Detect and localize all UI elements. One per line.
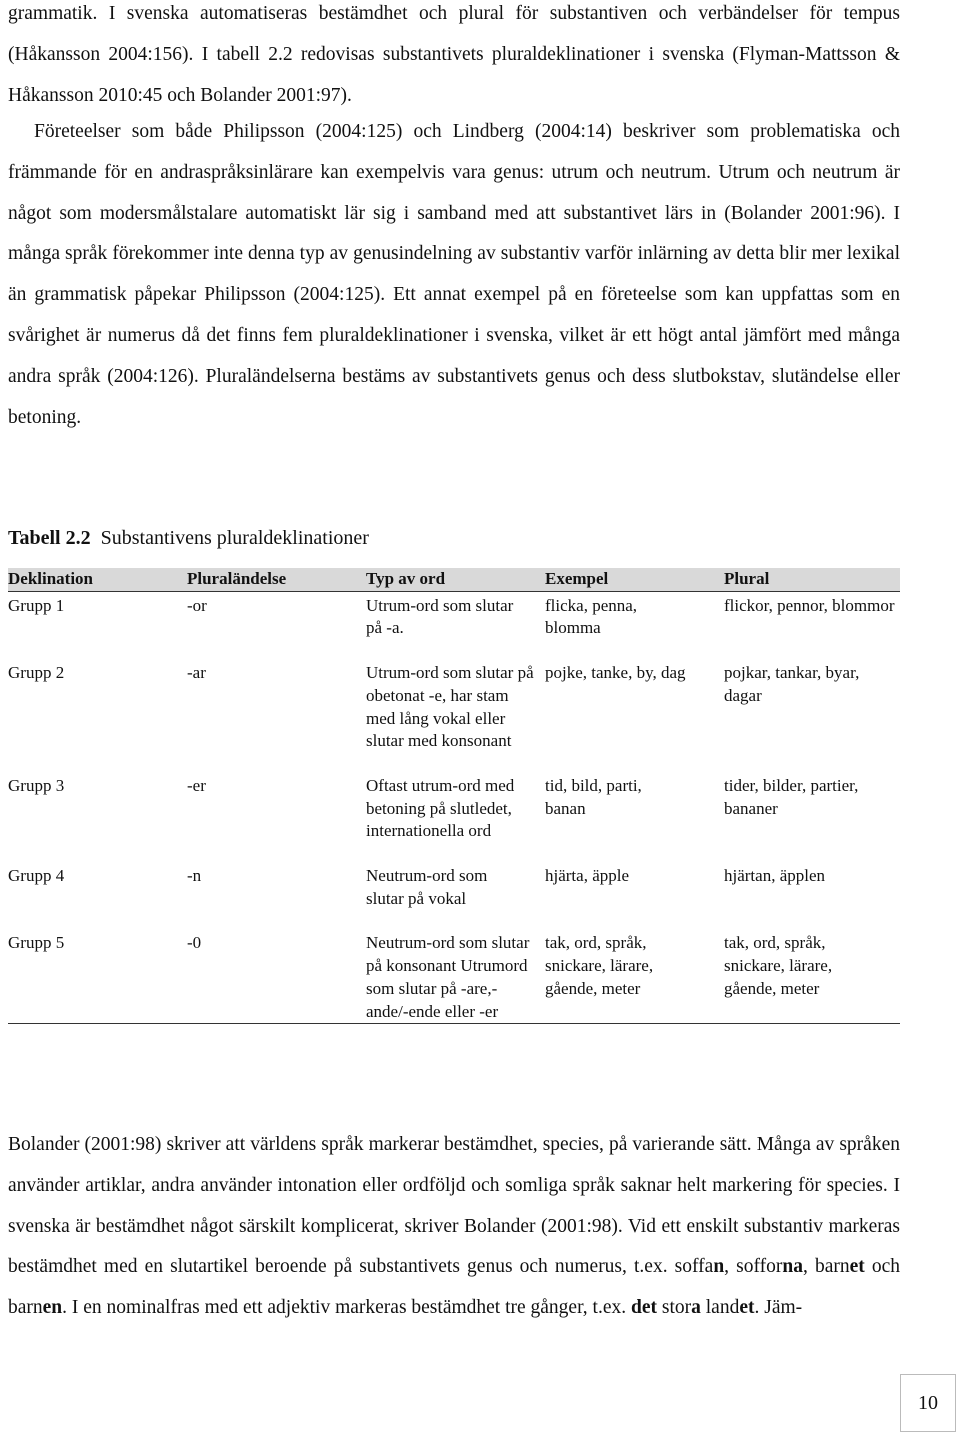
paragraph-problems: Företeelser som både Philipsson (2004:125) och Lindberg (2004:14) beskriver som problematiska och främmande för en andraspråksinlärare kan exempelvis vara genus: utrum och neutrum. Utrum och neutrum är något som modersmålstalare automatiskt lär sig i samband med att substantivet lärs in (Bolander 2001:96). I många språk förekommer inte denna typ av genusindelning av substantiv varför inlärning av detta blir mer lexikal än grammatisk påpekar Philipsson (2004:125). Ett annat exempel på en företeelse som kan uppfattas som en svårighet är numerus då det finns fem pluraldeklinationer i svenska, vilket är ett högt antal jämfört med många andra språk (2004:126). Pluraländelserna bestäms av substantivets genus och dess slutbokstav, slutändelse eller betoning. bbox=[8, 121, 900, 428]
cell-exempel: flicka, penna, blomma bbox=[545, 595, 638, 638]
table-caption-label: Tabell 2.2 bbox=[8, 527, 91, 549]
example-stem: soffa bbox=[674, 1256, 714, 1278]
cell-exempel: tid, bild, parti, banan bbox=[545, 775, 642, 818]
cell-plural: tak, ord, språk, snickare, lärare, gående, meter bbox=[724, 932, 900, 1023]
table-row bbox=[8, 775, 900, 865]
cell-pluralandelse: -or bbox=[187, 595, 207, 615]
example-stora bbox=[662, 1297, 701, 1318]
example-ending: et bbox=[849, 1256, 865, 1278]
example-stem: land bbox=[705, 1297, 740, 1319]
species-text-1: Bolander (2001:98) skriver att världens språk markerar bestämdhet, species, på varierande sätt. Många av språken använder artiklar, andra använder intonation eller ordföljd och somliga språk saknar helt markering för species. I svenska är bestämdhet något särskilt komplicerat, skriver Bolander (2001:98). Vid ett enskilt substantiv markeras bestämdhet med en slutartikel beroende på substantivets genus och numerus, t.ex. bbox=[8, 1134, 900, 1278]
cell-typ-av-ord: Utrum-ord som slutar på obetonat -e, har stam med lång vokal eller slutar med konsonant bbox=[366, 663, 534, 751]
example-landet bbox=[706, 1297, 755, 1318]
header-deklination: Deklination bbox=[8, 568, 187, 591]
example-ending: et bbox=[739, 1297, 755, 1319]
cell-deklination: Grupp 3 bbox=[8, 775, 65, 795]
cell-exempel: pojke, tanke, by, dag bbox=[545, 663, 686, 683]
example-ending: en bbox=[42, 1297, 63, 1319]
cell-deklination: Grupp 5 bbox=[8, 932, 187, 1023]
cell-plural: pojkar, tankar, byar, dagar bbox=[724, 663, 860, 705]
cell-typ-av-ord: Oftast utrum-ord med betoning på slutledet, internationella ord bbox=[366, 775, 515, 841]
cell-pluralandelse: -ar bbox=[187, 663, 206, 683]
table-row bbox=[8, 932, 900, 1023]
header-exempel: Exempel bbox=[545, 568, 724, 591]
page-number: 10 bbox=[900, 1374, 956, 1432]
paragraph-intro: grammatik. I svenska automatiseras bestämdhet och plural för substantiven och verbändelser för tempus (Håkansson 2004:156). I tabell 2.2 redovisas substantivets pluraldeklinationer i svenska (Flyman-Mattsson & Håkansson 2010:45 och Bolander 2001:97). bbox=[8, 3, 900, 106]
header-plural: Plural bbox=[724, 568, 900, 591]
cell-typ-av-ord: Neutrum-ord som slutar på konsonant Utrumord som slutar på -are,- ande/-ende eller -er bbox=[366, 932, 545, 1023]
example-barnen bbox=[8, 1297, 62, 1318]
example-ending: n bbox=[713, 1256, 725, 1278]
species-text-3: . Jäm- bbox=[754, 1297, 803, 1319]
example-stem: barn bbox=[814, 1256, 850, 1278]
table-row bbox=[8, 591, 900, 662]
declension-table bbox=[8, 568, 900, 1024]
cell-deklination: Grupp 4 bbox=[8, 866, 65, 886]
table-header-row bbox=[8, 568, 900, 591]
cell-pluralandelse: -er bbox=[187, 775, 206, 795]
cell-plural: hjärtan, äpplen bbox=[724, 866, 826, 886]
cell-exempel: hjärta, äpple bbox=[545, 866, 630, 886]
cell-typ-av-ord: Utrum-ord som slutar på -a. bbox=[366, 595, 514, 638]
cell-pluralandelse: -0 bbox=[187, 932, 366, 1023]
cell-pluralandelse: -n bbox=[187, 866, 202, 886]
table-row bbox=[8, 662, 900, 775]
cell-plural: flickor, pennor, blommor bbox=[724, 595, 895, 615]
table-caption bbox=[8, 527, 369, 550]
example-det: det bbox=[631, 1297, 657, 1319]
paragraph-species: Bolander (2001:98) skriver att världens språk markerar bestämdhet, species, på varierande sätt. Många av språken använder artiklar, andra använder intonation eller ordföljd och somliga språk saknar helt markering för species. I svenska är bestämdhet något särskilt komplicerat, skriver Bolander (2001:98). Vid ett enskilt substantiv markeras bestämdhet med en slutartikel beroende på substantivets genus och numerus, t.ex. soffan, sofforna, barnet och barnen. I en nominalfras med ett adjektiv markeras bestämdhet tre gånger, t.ex. det stora landet. Jäm- bbox=[8, 1134, 900, 1319]
header-pluralandelse: Pluraländelse bbox=[187, 568, 366, 591]
header-typ-av-ord: Typ av ord bbox=[366, 568, 545, 591]
example-ending: na bbox=[782, 1256, 803, 1278]
example-sofforna bbox=[736, 1256, 803, 1277]
example-stem: barn bbox=[8, 1297, 43, 1319]
cell-exempel: tak, ord, språk, snickare, lärare, gående, meter bbox=[545, 932, 724, 1023]
example-soffan bbox=[675, 1256, 725, 1277]
table-caption-text: Substantivens pluraldeklinationer bbox=[100, 527, 369, 549]
example-ending: a bbox=[691, 1297, 701, 1319]
cell-plural: tider, bilder, partier, bananer bbox=[724, 775, 859, 818]
cell-typ-av-ord: Neutrum-ord som slutar på vokal bbox=[366, 866, 488, 908]
table-row bbox=[8, 865, 900, 932]
cell-deklination: Grupp 2 bbox=[8, 663, 65, 683]
species-text-2: I en nominalfras med ett adjektiv markeras bestämdhet tre gånger, t.ex. bbox=[71, 1297, 631, 1319]
example-stem: stor bbox=[661, 1297, 692, 1319]
example-barnet bbox=[815, 1256, 865, 1277]
example-stem: soffor bbox=[736, 1256, 783, 1278]
cell-deklination: Grupp 1 bbox=[8, 595, 65, 615]
